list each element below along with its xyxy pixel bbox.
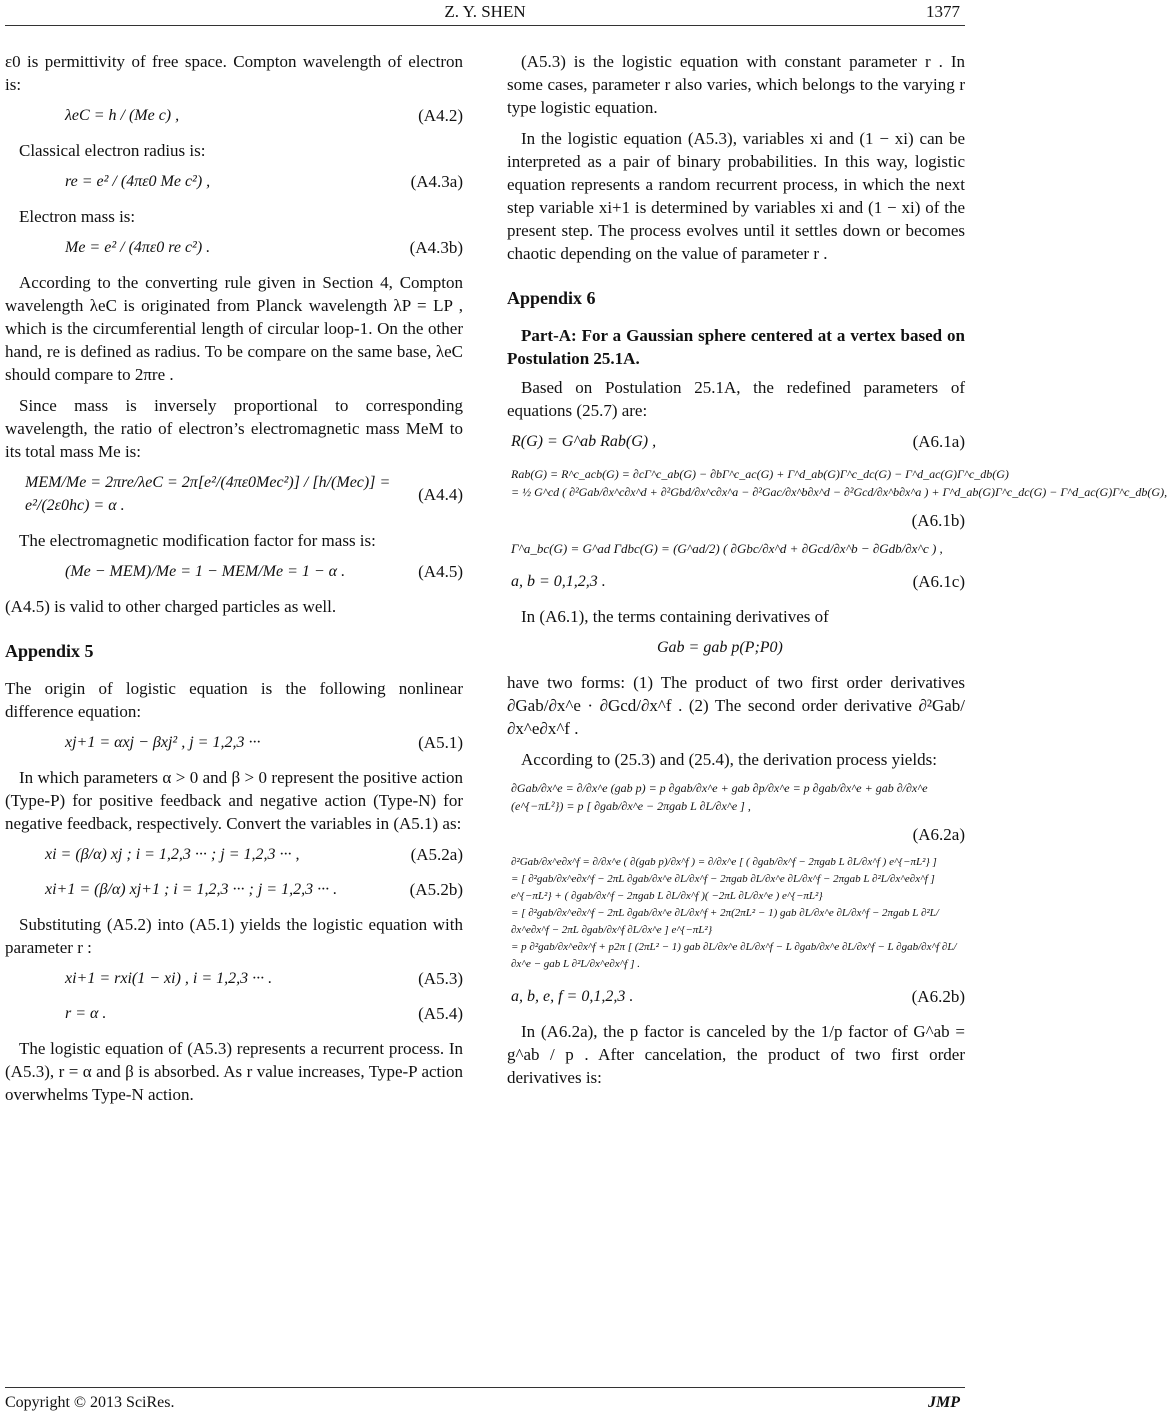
equation-number: (A5.3) xyxy=(418,969,463,988)
paragraph: According to (25.3) and (25.4), the derivation process yields: xyxy=(521,750,937,769)
paragraph: Based on Postulation 25.1A, the redefined parameters of equations (25.7) are: xyxy=(507,378,965,420)
paragraph: The electromagnetic modification factor for mass is: xyxy=(19,531,376,550)
paragraph: Since mass is inversely proportional to corresponding wavelength, the ratio of electron’s electromagnetic mass MeM to its total mass Me is: xyxy=(5,396,463,461)
equation-number: (A4.5) xyxy=(418,562,463,581)
paragraph: (A5.3) is the logistic equation with constant parameter r . In some cases, parameter r also varies, which belongs to the varying r type logistic equation. xyxy=(507,52,965,117)
right-column xyxy=(507,50,1167,1097)
equation-number: (A5.4) xyxy=(418,1004,463,1023)
equation-body: (Me − MEM)/Me = 1 − MEM/Me = 1 − α . xyxy=(65,563,346,580)
equation-line: ∂²Gab/∂x^e∂x^f = ∂/∂x^e ( ∂(gab p)/∂x^f ) = ∂/∂x^e [ ( ∂gab/∂x^f − 2πgab L ∂L/∂x^f ) e^{−πL²} ] xyxy=(511,856,937,868)
equation-body xyxy=(507,465,1167,501)
equation-number: (A6.2b) xyxy=(911,987,965,1006)
equation-a6-2b-indices xyxy=(507,985,965,1008)
footer-rule xyxy=(5,1387,965,1388)
paragraph: In (A6.1), the terms containing derivatives of xyxy=(521,607,829,626)
equation-a5-1 xyxy=(5,731,463,754)
equation-body: Gab = gab p(P;P0) xyxy=(657,639,783,656)
equation-number: (A6.1c) xyxy=(912,572,965,591)
equation-a5-3 xyxy=(5,967,463,990)
equation-a6-2a xyxy=(507,779,965,815)
equation-a4-3a xyxy=(5,170,463,193)
paragraph: Classical electron radius is: xyxy=(19,141,206,160)
equation-body: Γ^a_bc(G) = G^ad Γdbc(G) = (G^ad/2) ( ∂Gbc/∂x^d + ∂Gcd/∂x^b − ∂Gdb/∂x^c ) , xyxy=(511,541,943,556)
header-rule xyxy=(5,25,965,26)
equation-a6-1a xyxy=(507,430,965,453)
equation-body: xi+1 = (β/α) xj+1 ; i = 1,2,3 ··· ; j = 1,2,3 ··· . xyxy=(45,881,338,898)
equation-number: (A6.1a) xyxy=(912,432,965,451)
equation-a6-1b xyxy=(507,465,1167,501)
paragraph: In the logistic equation (A5.3), variables xi and (1 − xi) can be interpreted as a pair of binary probabilities. In this way, logistic equation represents a random recurrent process, in which the next step variable xi+1 is determined by variables xi and (1 − xi) of the present step. The process evolves until it settles down or becomes chaotic depending on the value of parameter r . xyxy=(507,129,965,263)
equation-body: xi+1 = rxi(1 − xi) , i = 1,2,3 ··· . xyxy=(65,970,273,987)
paragraph: The logistic equation of (A5.3) represents a recurrent process. In (A5.3), r = α and β is absorbed. As r value increases, Type-P action overwhelms Type-N action. xyxy=(5,1039,463,1104)
equation-body: MEM/Me = 2πre/λeC = 2π[e²/(4πε0Mec²)] / [h/(Mec)] = e²/(2ε0hc) = α . xyxy=(25,474,391,514)
paragraph: The origin of logistic equation is the following nonlinear difference equation: xyxy=(5,679,463,721)
equation-body: r = α . xyxy=(65,1005,107,1022)
equation-body: re = e² / (4πε0 Me c²) , xyxy=(65,173,211,190)
equation-number: (A5.1) xyxy=(418,733,463,752)
page-header xyxy=(0,0,970,34)
equation-body: a, b = 0,1,2,3 . xyxy=(511,573,606,590)
section-heading-appendix-6: Appendix 6 xyxy=(507,288,596,308)
equation-line: = ½ G^cd ( ∂²Gab/∂x^c∂x^d + ∂²Gbd/∂x^c∂x^a − ∂²Gac/∂x^b∂x^d − ∂²Gcd/∂x^b∂x^a ) + Γ^d_ab(G)Γ^c_dc(G) − Γ^d_ac(G)Γ^c_db(G), xyxy=(511,485,1167,499)
equation-a6-2b xyxy=(507,854,965,973)
running-author: Z. Y. SHEN xyxy=(444,2,526,21)
equation-a4-5 xyxy=(5,560,463,583)
equation-body xyxy=(507,854,965,973)
paragraph: ε0 is permittivity of free space. Compton wavelength of electron is: xyxy=(5,52,463,94)
equation-a6-1c-indices xyxy=(507,570,965,593)
equation-line: = [ ∂²gab/∂x^e∂x^f − 2πL ∂gab/∂x^e ∂L/∂x^f + 2π(2πL² − 1) gab ∂L/∂x^e ∂L/∂x^f − 2πgab L ∂²L/∂x^e∂x^f − 2πL ∂gab/∂x^f ∂L/∂x^e ] e^{−πL²} xyxy=(511,907,939,936)
section-heading-appendix-5: Appendix 5 xyxy=(5,641,94,661)
equation-a4-2 xyxy=(5,104,463,127)
equation-body: ∂Gab/∂x^e = ∂/∂x^e (gab p) = p ∂gab/∂x^e + gab ∂p/∂x^e = p ∂gab/∂x^e + gab ∂/∂x^e (e^{−πL²}) = p [ ∂gab/∂x^e − 2πgab L ∂L/∂x^e ] , xyxy=(511,781,928,813)
paragraph: According to the converting rule given in Section 4, Compton wavelength λeC is originated from Planck wavelength λP = LP , which is the circumferential length of circular loop-1. On the other hand, re is defined as radius. To be compare on the same base, λeC should compare to 2πre . xyxy=(5,273,463,384)
equation-line: = [ ∂²gab/∂x^e∂x^f − 2πL ∂gab/∂x^e ∂L/∂x^f − 2πgab ∂L/∂x^e ∂L/∂x^f − 2πgab L ∂²L/∂x^e∂x^f ] e^{−πL²} + ( ∂gab/∂x^f − 2πgab L ∂L/∂x^f )( −2πL ∂L/∂x^e ) e^{−πL²} xyxy=(511,873,935,902)
equation-number: (A5.2b) xyxy=(409,880,463,899)
paragraph: In which parameters α > 0 and β > 0 represent the positive action (Type-P) for positive feedback and negative action (Type-N) for negative feedback, respectively. Convert the variables in (A5.1) as: xyxy=(5,768,463,833)
equation-a5-2a xyxy=(5,843,463,866)
equation-gab xyxy=(507,636,965,659)
paragraph: In (A6.2a), the p factor is canceled by the 1/p factor of G^ab = g^ab / p . After cancelation, the product of two first order derivatives is: xyxy=(507,1022,965,1087)
page-footer xyxy=(0,1384,970,1414)
journal-name: JMP xyxy=(928,1394,960,1411)
equation-line: Rab(G) = R^c_acb(G) = ∂cΓ^c_ab(G) − ∂bΓ^c_ac(G) + Γ^d_ab(G)Γ^c_dc(G) − Γ^d_ac(G)Γ^c_db(G) xyxy=(511,467,1009,481)
equation-a4-3b xyxy=(5,236,463,259)
equation-body: a, b, e, f = 0,1,2,3 . xyxy=(511,988,634,1005)
equation-body: Me = e² / (4πε0 re c²) . xyxy=(65,239,211,256)
equation-a5-4 xyxy=(5,1002,463,1025)
equation-number: (A6.1b) xyxy=(911,511,965,530)
part-a-heading: Part-A: For a Gaussian sphere centered at a vertex based on Postulation 25.1A. xyxy=(507,326,965,368)
equation-number: (A5.2a) xyxy=(410,845,463,864)
equation-number: (A4.2) xyxy=(418,106,463,125)
paragraph: Electron mass is: xyxy=(19,207,136,226)
equation-number: (A4.3b) xyxy=(409,238,463,257)
equation-a5-2b xyxy=(5,878,463,901)
equation-line: = p ∂²gab/∂x^e∂x^f + p2π [ (2πL² − 1) gab ∂L/∂x^e ∂L/∂x^f − L ∂gab/∂x^e ∂L/∂x^f − L ∂gab/∂x^f ∂L/∂x^e − gab L ∂²L/∂x^e∂x^f ] . xyxy=(511,941,957,970)
equation-body: xj+1 = αxj − βxj² , j = 1,2,3 ··· xyxy=(65,734,261,751)
equation-a6-1c xyxy=(507,540,965,558)
page-number: 1377 xyxy=(926,2,960,21)
paragraph: Substituting (A5.2) into (A5.1) yields the logistic equation with parameter r : xyxy=(5,915,463,957)
equation-number: (A4.4) xyxy=(418,484,463,504)
equation-a4-4 xyxy=(5,471,463,517)
equation-body: xi = (β/α) xj ; i = 1,2,3 ··· ; j = 1,2,3 ··· , xyxy=(45,846,300,863)
equation-number: (A4.3a) xyxy=(410,172,463,191)
equation-body: R(G) = G^ab Rab(G) , xyxy=(511,433,657,450)
equation-number: (A6.2a) xyxy=(912,825,965,844)
left-column xyxy=(5,50,463,1114)
paragraph: have two forms: (1) The product of two first order derivatives ∂Gab/∂x^e · ∂Gcd/∂x^f . (2) The second order derivative ∂²Gab/∂x^e∂x^f . xyxy=(507,673,965,738)
equation-body: λeC = h / (Me c) , xyxy=(65,107,180,124)
copyright: Copyright © 2013 SciRes. xyxy=(5,1394,175,1411)
paragraph: (A4.5) is valid to other charged particles as well. xyxy=(5,597,337,616)
